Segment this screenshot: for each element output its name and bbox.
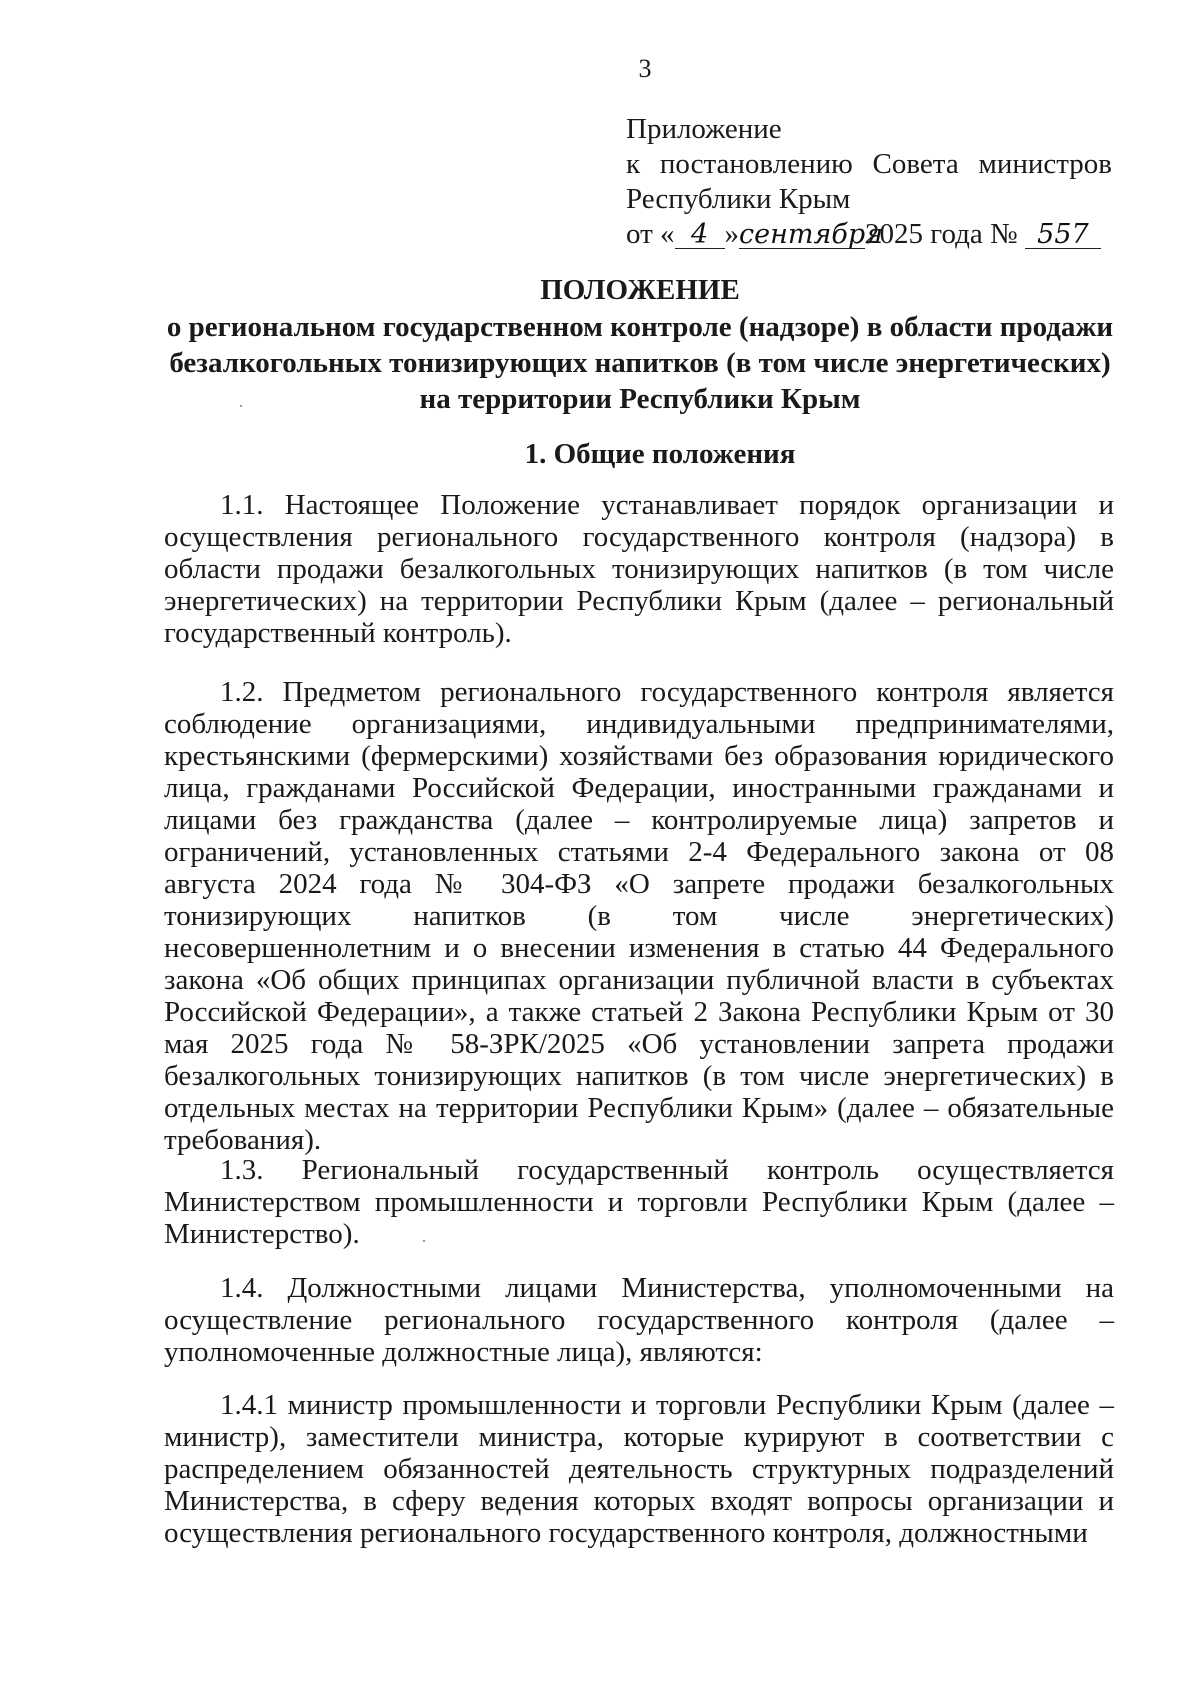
paragraph-1-3: 1.3. Региональный государственный контроль осуществляется Министерством промышленности и торговли Республики Крым (далее – Министерство). (164, 1154, 1114, 1250)
handwritten-number: 557 (1025, 222, 1101, 249)
annex-republic-line: Республики Крым (626, 183, 851, 215)
handwritten-month: сентября (739, 219, 884, 250)
date-year-text: 2025 года № (865, 218, 1018, 250)
handwritten-day: 4 (675, 222, 725, 249)
paragraph-1-4-1: 1.4.1 министр промышленности и торговли Республики Крым (далее – министр), заместители министра, которые курируют в соответствии с распределением обязанностей деятельность структурных подразделений Министерства, в сферу ведения которых входят вопросы организации и осуществления регионального государственного контроля, должностными (164, 1389, 1114, 1549)
date-prefix: от « (626, 218, 675, 250)
date-day-close: » (724, 218, 740, 250)
annex-date-line (626, 217, 1112, 252)
scan-speck (240, 405, 242, 407)
annex-resolution-line: к постановлению Совета министров (626, 148, 1112, 180)
paragraph-1-4: 1.4. Должностными лицами Министерства, уполномоченными на осуществление регионального государственного контроля (далее – уполномоченные должностные лица), являются: (164, 1272, 1114, 1368)
section-heading: 1. Общие положения (524, 438, 796, 470)
document-title: ПОЛОЖЕНИЕ (540, 274, 740, 306)
paragraph-1-2: 1.2. Предметом регионального государственного контроля является соблюдение организациями, индивидуальными предпринимателями, крестьянскими (фермерскими) хозяйствами без образования юридического лица, гражданами Российской Федерации, иностранными гражданами и лицами без гражданства (далее – контролируемые лица) запретов и ограничений, установленных статьями 2-4 Федерального закона от 08 августа 2024 года № 304-ФЗ «О запрете продажи безалкогольных тонизирующих напитков (в том числе энергетических) несовершеннолетним и о внесении изменения в статью 44 Федерального закона «Об общих принципах организации публичной власти в субъектах Российской Федерации», а также статьей 2 Закона Республики Крым от 30 мая 2025 года № 58-ЗРК/2025 «Об установлении запрета продажи безалкогольных тонизирующих напитков (в том числе энергетических) в отдельных местах на территории Республики Крым» (далее – обязательные требования). (164, 676, 1114, 1156)
annex-title: Приложение (626, 113, 782, 145)
paragraph-1-1: 1.1. Настоящее Положение устанавливает порядок организации и осуществления регионального государственного контроля (надзора) в области продажи безалкогольных тонизирующих напитков (в том числе энергетических) на территории Республики Крым (далее – региональный государственный контроль). (164, 489, 1114, 649)
scan-speck (423, 1240, 425, 1242)
page-number: 3 (638, 54, 652, 83)
document-subtitle: о региональном государственном контроле (надзоре) в области продажи безалкогольных тонизирующих напитков (в том числе энергетических) на территории Республики Крым (166, 311, 1114, 415)
annex-block (626, 112, 1112, 252)
